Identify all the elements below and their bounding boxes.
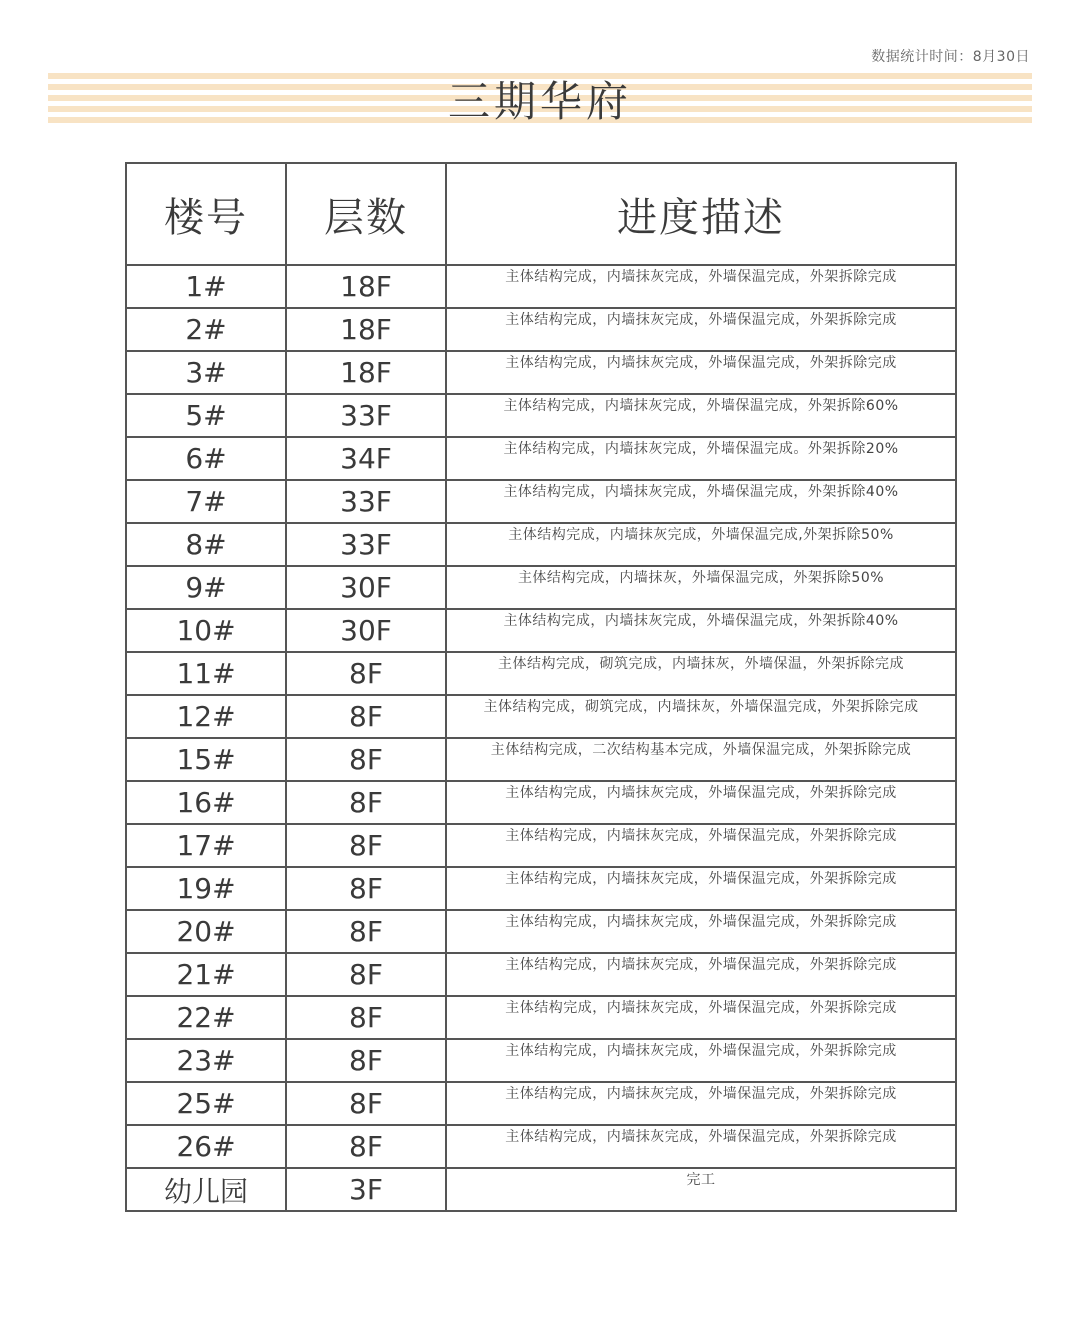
building-cell: 22#	[126, 996, 286, 1039]
progress-cell: 主体结构完成，内墙抹灰完成，外墙保温完成，外架拆除完成	[446, 781, 956, 824]
building-cell: 23#	[126, 1039, 286, 1082]
floors-cell: 8F	[286, 953, 446, 996]
building-cell: 16#	[126, 781, 286, 824]
table-row	[126, 1039, 956, 1082]
floors-cell: 3F	[286, 1168, 446, 1211]
floors-cell: 33F	[286, 394, 446, 437]
progress-cell: 主体结构完成，内墙抹灰完成，外墙保温完成，外架拆除完成	[446, 953, 956, 996]
table-header-row	[126, 163, 956, 265]
page-title: 三期华府	[447, 77, 632, 126]
table-row	[126, 351, 956, 394]
table-row	[126, 738, 956, 781]
building-cell: 19#	[126, 867, 286, 910]
progress-cell: 主体结构完成，内墙抹灰完成，外墙保温完成。外架拆除20%	[446, 437, 956, 480]
floors-cell: 30F	[286, 609, 446, 652]
table-row	[126, 523, 956, 566]
progress-cell: 主体结构完成，内墙抹灰完成，外墙保温完成，外架拆除完成	[446, 996, 956, 1039]
table-row	[126, 867, 956, 910]
building-cell: 20#	[126, 910, 286, 953]
table-row	[126, 609, 956, 652]
floors-cell: 8F	[286, 1039, 446, 1082]
progress-cell: 主体结构完成，二次结构基本完成，外墙保温完成，外架拆除完成	[446, 738, 956, 781]
table-row	[126, 394, 956, 437]
progress-cell: 主体结构完成，内墙抹灰，外墙保温完成，外架拆除50%	[446, 566, 956, 609]
floors-cell: 8F	[286, 910, 446, 953]
progress-cell: 主体结构完成，内墙抹灰完成，外墙保温完成，外架拆除完成	[446, 1125, 956, 1168]
floors-cell: 8F	[286, 738, 446, 781]
floors-cell: 8F	[286, 867, 446, 910]
table-row	[126, 437, 956, 480]
floors-cell: 33F	[286, 523, 446, 566]
progress-cell: 主体结构完成，内墙抹灰完成，外墙保温完成，外架拆除完成	[446, 824, 956, 867]
table-row	[126, 480, 956, 523]
building-cell: 8#	[126, 523, 286, 566]
building-cell: 10#	[126, 609, 286, 652]
progress-cell: 主体结构完成，内墙抹灰完成，外墙保温完成,外架拆除50%	[446, 523, 956, 566]
building-cell: 17#	[126, 824, 286, 867]
table-row	[126, 695, 956, 738]
floors-cell: 8F	[286, 996, 446, 1039]
floors-cell: 8F	[286, 1082, 446, 1125]
progress-cell: 主体结构完成，砌筑完成，内墙抹灰，外墙保温完成，外架拆除完成	[446, 695, 956, 738]
table-row	[126, 1082, 956, 1125]
building-cell: 12#	[126, 695, 286, 738]
progress-cell: 主体结构完成，内墙抹灰完成，外墙保温完成，外架拆除完成	[446, 1082, 956, 1125]
progress-cell: 主体结构完成，内墙抹灰完成，外墙保温完成，外架拆除完成	[446, 1039, 956, 1082]
column-header-floors: 层数	[286, 163, 446, 265]
column-header-building: 楼号	[126, 163, 286, 265]
table-row	[126, 824, 956, 867]
floors-cell: 34F	[286, 437, 446, 480]
progress-cell: 主体结构完成，内墙抹灰完成，外墙保温完成，外架拆除40%	[446, 480, 956, 523]
building-cell: 5#	[126, 394, 286, 437]
floors-cell: 8F	[286, 781, 446, 824]
progress-cell: 主体结构完成，内墙抹灰完成，外墙保温完成，外架拆除完成	[446, 351, 956, 394]
table-row	[126, 781, 956, 824]
building-cell: 25#	[126, 1082, 286, 1125]
building-cell: 11#	[126, 652, 286, 695]
progress-cell: 主体结构完成，内墙抹灰完成，外墙保温完成，外架拆除完成	[446, 867, 956, 910]
table-row	[126, 996, 956, 1039]
stat-time: 数据统计时间：8月30日	[871, 49, 1030, 65]
progress-table	[125, 162, 957, 1212]
table-row	[126, 910, 956, 953]
table-row	[126, 308, 956, 351]
progress-cell: 主体结构完成，内墙抹灰完成，外墙保温完成，外架拆除完成	[446, 308, 956, 351]
building-cell: 幼儿园	[126, 1168, 286, 1211]
building-cell: 1#	[126, 265, 286, 308]
floors-cell: 18F	[286, 351, 446, 394]
table-row	[126, 566, 956, 609]
floors-cell: 8F	[286, 1125, 446, 1168]
floors-cell: 33F	[286, 480, 446, 523]
column-header-progress: 进度描述	[446, 163, 956, 265]
building-cell: 15#	[126, 738, 286, 781]
progress-cell: 主体结构完成，内墙抹灰完成，外墙保温完成，外架拆除60%	[446, 394, 956, 437]
building-cell: 3#	[126, 351, 286, 394]
floors-cell: 18F	[286, 308, 446, 351]
progress-cell: 主体结构完成，砌筑完成，内墙抹灰，外墙保温，外架拆除完成	[446, 652, 956, 695]
building-cell: 6#	[126, 437, 286, 480]
progress-cell: 完工	[446, 1168, 956, 1211]
building-cell: 21#	[126, 953, 286, 996]
progress-cell: 主体结构完成，内墙抹灰完成，外墙保温完成，外架拆除完成	[446, 910, 956, 953]
building-cell: 26#	[126, 1125, 286, 1168]
table-body	[126, 265, 956, 1211]
table-row	[126, 652, 956, 695]
building-cell: 7#	[126, 480, 286, 523]
floors-cell: 8F	[286, 824, 446, 867]
floors-cell: 30F	[286, 566, 446, 609]
floors-cell: 8F	[286, 695, 446, 738]
floors-cell: 18F	[286, 265, 446, 308]
progress-cell: 主体结构完成，内墙抹灰完成，外墙保温完成，外架拆除完成	[446, 265, 956, 308]
building-cell: 9#	[126, 566, 286, 609]
table-row	[126, 1125, 956, 1168]
building-cell: 2#	[126, 308, 286, 351]
floors-cell: 8F	[286, 652, 446, 695]
table-row	[126, 1168, 956, 1211]
table-row	[126, 265, 956, 308]
progress-cell: 主体结构完成，内墙抹灰完成，外墙保温完成，外架拆除40%	[446, 609, 956, 652]
table-row	[126, 953, 956, 996]
